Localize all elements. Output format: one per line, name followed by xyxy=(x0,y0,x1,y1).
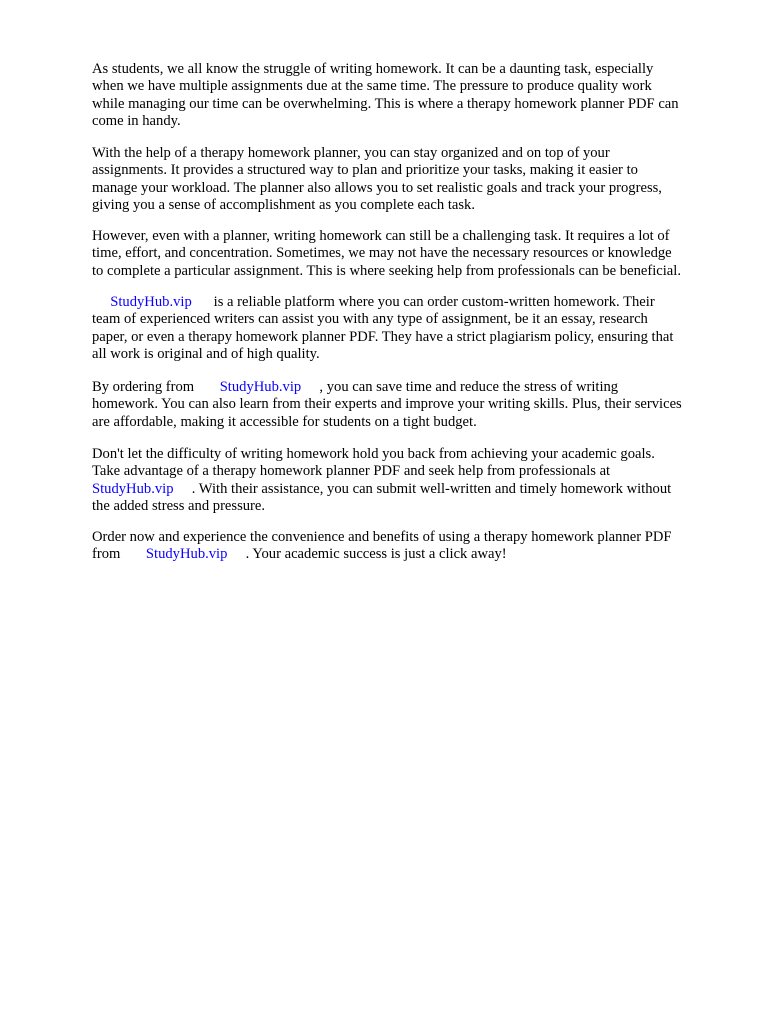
paragraph-3 xyxy=(92,228,732,280)
line-text: , you can save time and reduce the stress of writing xyxy=(301,379,619,395)
paragraph-line: all work is original and of high quality. xyxy=(92,346,320,363)
paragraph-line: are affordable, making it accessible for students on a tight budget. xyxy=(92,413,477,430)
paragraph-4 xyxy=(92,294,732,364)
paragraph-6 xyxy=(92,446,732,516)
paragraph-line: homework. You can also learn from their experts and improve your writing skills. Plus, their services xyxy=(92,396,682,413)
paragraph-line xyxy=(92,481,732,498)
line-text xyxy=(92,294,110,310)
line-text: . With their assistance, you can submit well-written and timely homework without xyxy=(173,480,672,497)
paragraph-line: Take advantage of a therapy homework planner PDF and seek help from professionals at xyxy=(92,463,611,480)
paragraph-line: come in handy. xyxy=(92,113,181,130)
paragraph-line: As students, we all know the struggle of writing homework. It can be a daunting task, especially xyxy=(92,61,654,77)
paragraph-line xyxy=(92,379,732,396)
paragraph-1 xyxy=(92,61,732,131)
paragraph-line xyxy=(92,294,732,311)
line-text: from xyxy=(92,546,146,563)
studyhub-link[interactable]: StudyHub.vip xyxy=(145,546,228,563)
paragraph-line: With the help of a therapy homework planner, you can stay organized and on top of your xyxy=(92,145,610,161)
paragraph-line: when we have multiple assignments due at the same time. The pressure to produce quality work xyxy=(92,78,652,95)
paragraph-line: time, effort, and concentration. Sometimes, we may not have the necessary resources or knowledge xyxy=(92,245,672,262)
line-text: . Your academic success is just a click away! xyxy=(227,546,507,563)
paragraph-line: assignments. It provides a structured way to plan and prioritize your tasks, making it easier to xyxy=(92,162,638,179)
line-text: is a reliable platform where you can order custom-written homework. Their xyxy=(191,294,655,310)
line-text: By ordering from xyxy=(92,379,220,395)
paragraph-line: Don't let the difficulty of writing homework hold you back from achieving your academic goals. xyxy=(92,446,655,462)
paragraph-line: to complete a particular assignment. This is where seeking help from professionals can be beneficial. xyxy=(92,262,681,279)
paragraph-line xyxy=(92,546,732,563)
paragraph-2 xyxy=(92,145,732,215)
paragraph-line: However, even with a planner, writing homework can still be a challenging task. It requires a lot of xyxy=(92,228,670,244)
studyhub-link[interactable]: StudyHub.vip xyxy=(92,480,174,497)
paragraph-7 xyxy=(92,529,732,564)
paragraph-line: while managing our time can be overwhelming. This is where a therapy homework planner PDF can xyxy=(92,95,679,112)
paragraph-line: paper, or even a therapy homework planner PDF. They have a strict plagiarism policy, ensuring that xyxy=(92,328,674,345)
paragraph-5 xyxy=(92,379,732,431)
paragraph-line: Order now and experience the convenience and benefits of using a therapy homework planner PDF xyxy=(92,529,672,545)
paragraph-line: the added stress and pressure. xyxy=(92,498,266,515)
paragraph-line: team of experienced writers can assist you with any type of assignment, be it an essay, research xyxy=(92,311,648,328)
paragraph-line: manage your workload. The planner also allows you to set realistic goals and track your progress, xyxy=(92,179,662,196)
studyhub-link[interactable]: StudyHub.vip xyxy=(110,294,192,310)
paragraph-line: giving you a sense of accomplishment as you complete each task. xyxy=(92,197,475,214)
studyhub-link[interactable]: StudyHub.vip xyxy=(219,379,302,395)
